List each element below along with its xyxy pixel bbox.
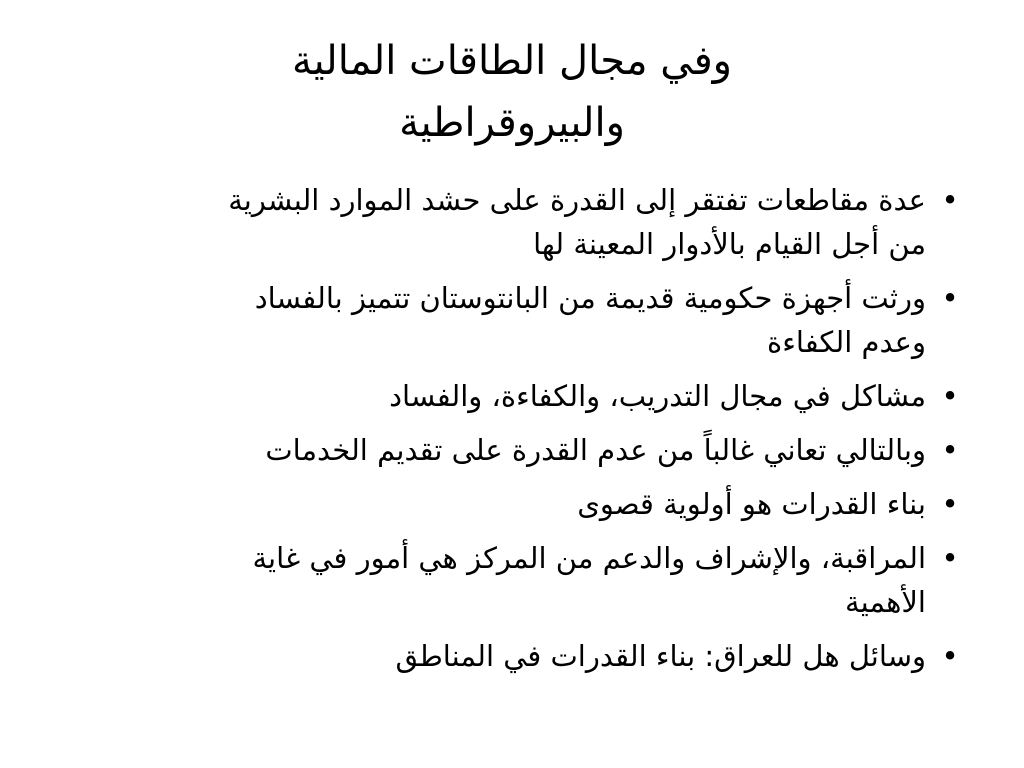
bullet-item [100,276,960,364]
bullet-item [100,536,960,624]
bullet-item [100,178,960,266]
bullet-text-line: ورثت أجهزة حكومية قديمة من البانتوستان تتميز بالفساد [254,281,926,315]
bullet-item [100,374,960,418]
bullet-text-line: من أجل القيام بالأدوار المعينة لها [533,227,926,261]
bullet-dot-icon: • [941,541,959,575]
bullet-dot-icon: • [941,183,959,217]
bullet-text-line: وسائل هل للعراق: بناء القدرات في المناطق [395,639,926,673]
bullet-text-line: عدة مقاطعات تفتقر إلى القدرة على حشد الموارد البشرية [228,183,926,217]
bullet-text-line: المراقبة، والإشراف والدعم من المركز هي أمور في غاية [252,541,926,575]
bullet-text-line: وعدم الكفاءة [767,325,926,359]
slide-title-line: وفي مجال الطاقات المالية [292,38,732,84]
bullet-dot-icon: • [941,379,959,413]
slide-title [180,30,844,154]
bullet-text-line: مشاكل في مجال التدريب، والكفاءة، والفساد [389,379,926,413]
bullet-dot-icon: • [941,281,959,315]
bullet-list [100,178,960,688]
bullet-item [100,634,960,678]
bullet-dot-icon: • [941,487,959,521]
bullet-text-line: الأهمية [845,585,926,619]
bullet-dot-icon: • [941,433,959,467]
bullet-text-line: بناء القدرات هو أولوية قصوى [577,487,926,521]
bullet-text-line: وبالتالي تعاني غالباً من عدم القدرة على تقديم الخدمات [265,433,926,467]
bullet-dot-icon: • [941,639,959,673]
bullet-item [100,482,960,526]
slide-title-line: والبيروقراطية [399,100,625,146]
bullet-item [100,428,960,472]
